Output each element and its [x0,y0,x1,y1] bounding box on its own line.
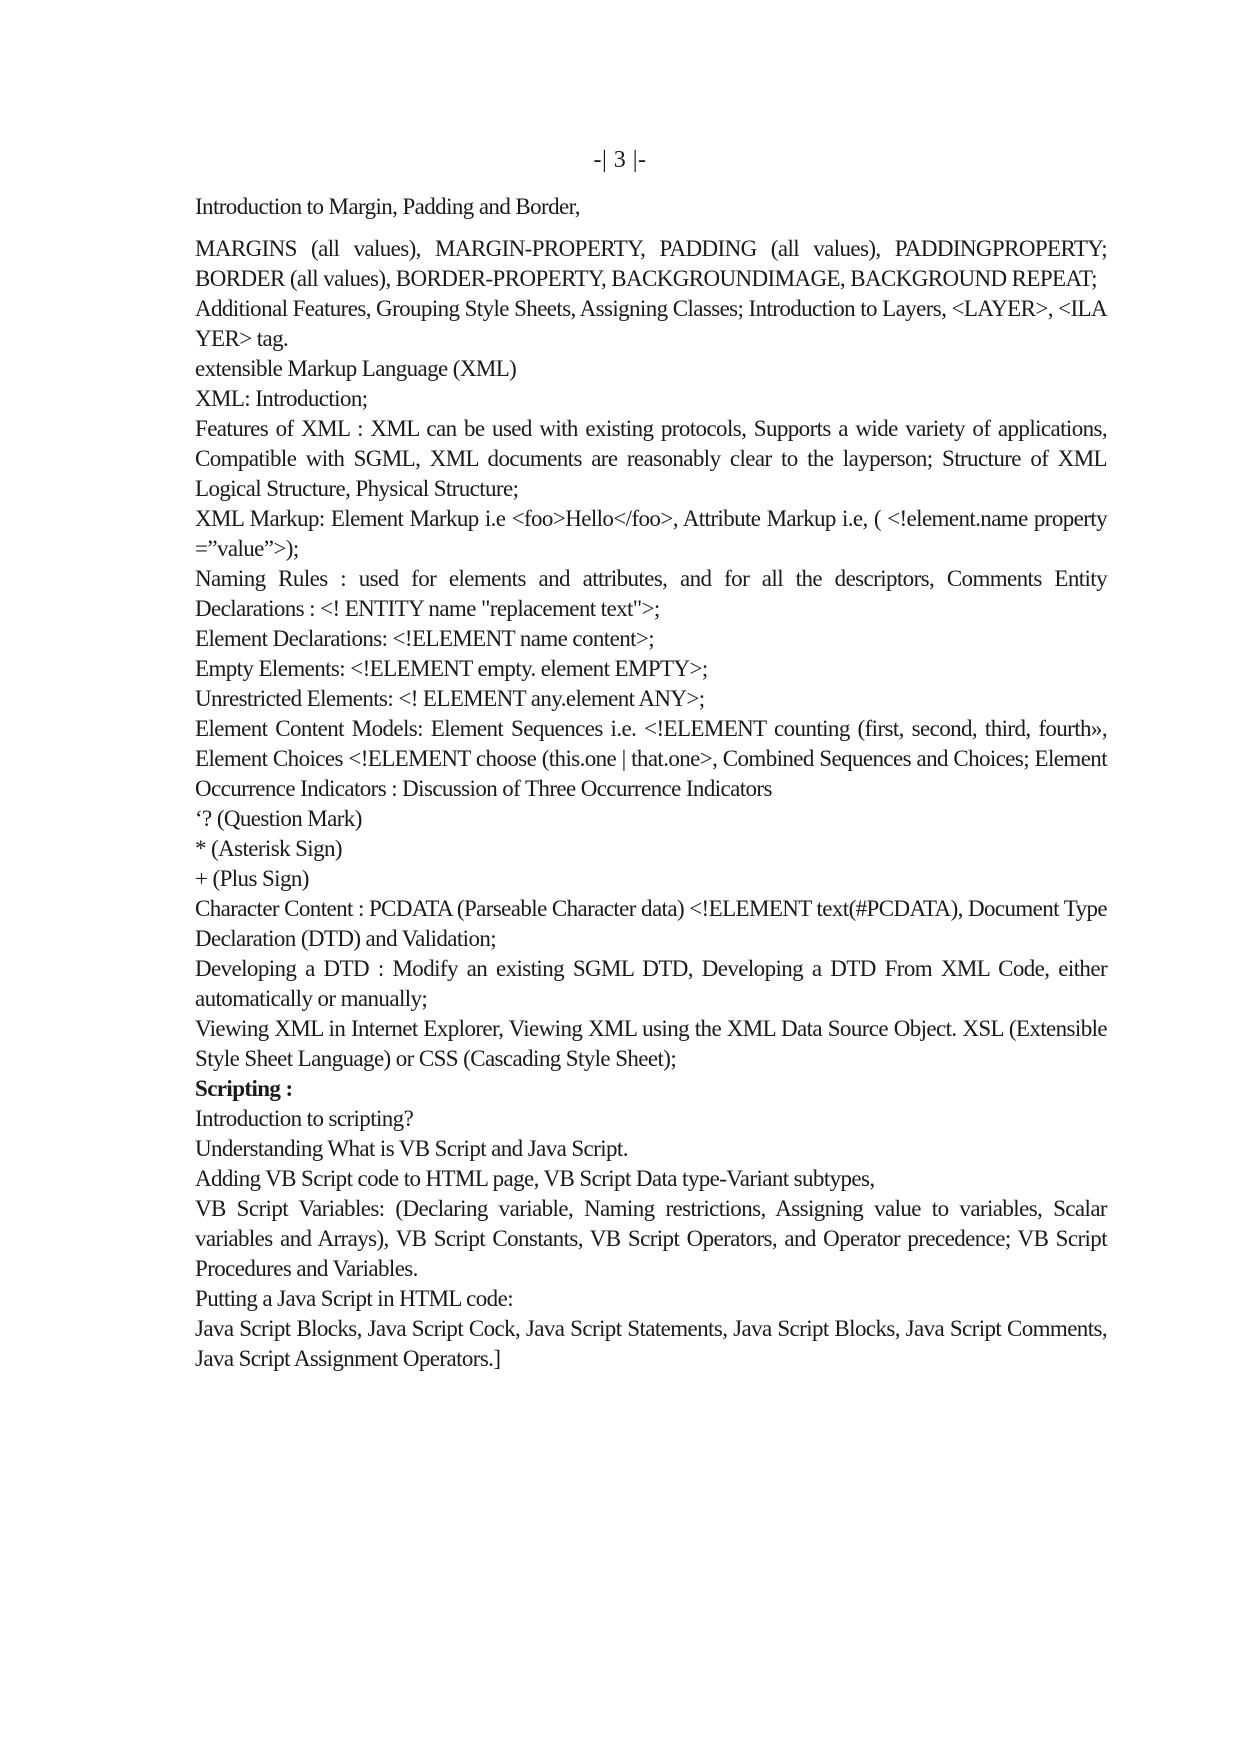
paragraph-java-script-blocks: Java Script Blocks, Java Script Cock, Java Script Statements, Java Script Blocks, Java Script Comments, Java Script Assignment Operators.] [195,1316,1107,1371]
syllabus-content [195,192,1107,1374]
paragraph-element-declarations: Element Declarations: <!ELEMENT name content>; [195,626,655,651]
paragraph-empty-elements: Empty Elements: <!ELEMENT empty. element EMPTY>; [195,656,708,681]
list-item-question-mark: ‘? (Question Mark) [195,806,362,831]
paragraph-intro-scripting: Introduction to scripting? [195,1106,414,1131]
paragraph-margins-borders: MARGINS (all values), MARGIN-PROPERTY, PADDING (all values), PADDINGPROPERTY; BORDER (all values), BORDER-PROPERTY, BACKGROUNDIMAGE, BACKGROUND REPEAT; [195,236,1107,291]
list-item-plus-sign: + (Plus Sign) [195,866,309,891]
page-number: -| 3 |- [593,147,647,173]
paragraph-xml-introduction: XML: Introduction; [195,386,368,411]
section-heading-scripting: Scripting : [195,1076,293,1101]
paragraph-xml-features: Features of XML : XML can be used with existing protocols, Supports a wide variety of applications, Compatible with SGML, XML documents are reasonably clear to the layperson; Structure of XML Logical Structure, Physical Structure; [195,416,1107,501]
paragraph-character-content: Character Content : PCDATA (Parseable Character data) <!ELEMENT text(#PCDATA), Document Type Declaration (DTD) and Validation; [195,896,1107,951]
paragraph-margin-padding-intro: Introduction to Margin, Padding and Border, [195,194,580,219]
paragraph-understanding-vb-java: Understanding What is VB Script and Java Script. [195,1136,628,1161]
paragraph-xml-heading: extensible Markup Language (XML) [195,356,517,381]
paragraph-naming-rules: Naming Rules : used for elements and attributes, and for all the descriptors, Comments Entity Declarations : <! ENTITY name "replacement text">; [195,566,1107,621]
paragraph-vb-script-variables: VB Script Variables: (Declaring variable, Naming restrictions, Assigning value to variables, Scalar variables and Arrays), VB Script Constants, VB Script Operators, and Operator precedence; VB Script Procedures and Variables. [195,1196,1107,1281]
paragraph-element-content-models: Element Content Models: Element Sequences i.e. <!ELEMENT counting (first, second, third, fourth», Element Choices <!ELEMENT choose (this.one | that.one>, Combined Sequences and Choices; Element Occurrence Indicators : Discussion of Three Occurrence Indicators [195,716,1107,801]
paragraph-additional-features: Additional Features, Grouping Style Sheets, Assigning Classes; Introduction to Layers, <LAYER>, <ILA YER> tag. [195,296,1107,351]
paragraph-putting-java-script: Putting a Java Script in HTML code: [195,1286,513,1311]
paragraph-xml-markup: XML Markup: Element Markup i.e <foo>Hello</foo>, Attribute Markup i.e, ( <!element.name property =”value”>); [195,506,1107,561]
paragraph-developing-dtd: Developing a DTD : Modify an existing SGML DTD, Developing a DTD From XML Code, either automatically or manually; [195,956,1107,1011]
paragraph-viewing-xml: Viewing XML in Internet Explorer, Viewing XML using the XML Data Source Object. XSL (Extensible Style Sheet Language) or CSS (Cascading Style Sheet); [195,1016,1107,1071]
list-item-asterisk-sign: * (Asterisk Sign) [195,836,342,861]
paragraph-unrestricted-elements: Unrestricted Elements: <! ELEMENT any.element ANY>; [195,686,705,711]
paragraph-adding-vb-script: Adding VB Script code to HTML page, VB Script Data type-Variant subtypes, [195,1166,875,1191]
